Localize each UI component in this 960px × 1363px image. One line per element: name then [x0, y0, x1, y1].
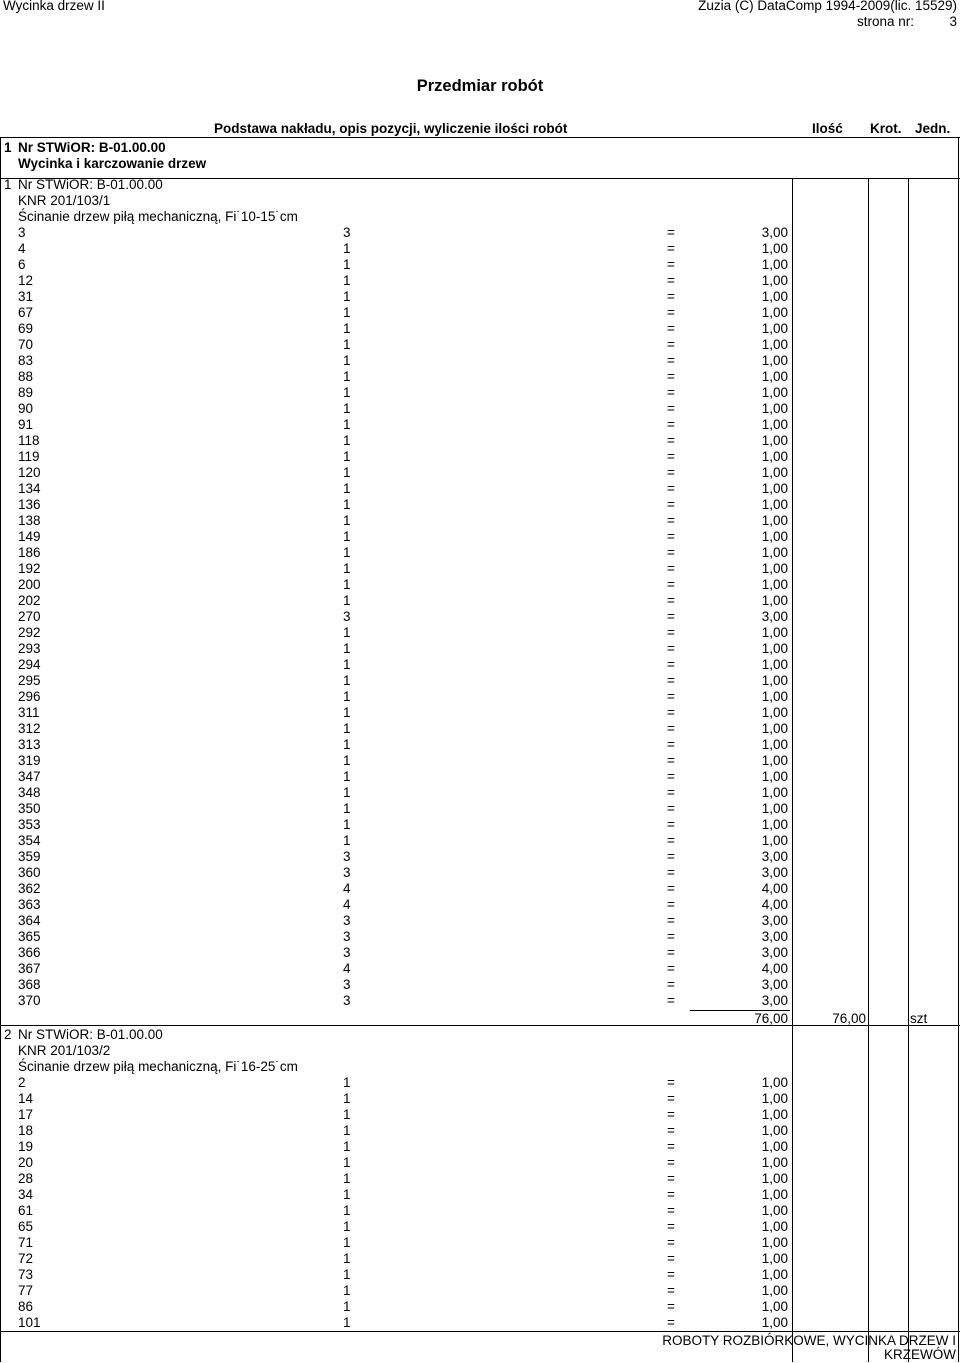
tree-count: 1 — [343, 257, 351, 272]
tree-number: 138 — [18, 513, 41, 528]
row-value: 1,00 — [761, 1171, 788, 1186]
equals-sign: = — [667, 1203, 675, 1218]
tree-count: 1 — [343, 305, 351, 320]
equals-sign: = — [667, 1155, 675, 1170]
row-value: 1,00 — [761, 689, 788, 704]
tree-count: 3 — [343, 945, 351, 960]
tree-number: 360 — [18, 865, 41, 880]
equals-sign: = — [667, 1075, 675, 1090]
tree-number: 101 — [18, 1315, 41, 1330]
tree-number: 192 — [18, 561, 41, 576]
tree-number: 118 — [18, 433, 40, 448]
row-value: 1,00 — [761, 1235, 788, 1250]
tree-count: 1 — [343, 705, 351, 720]
tree-number: 61 — [18, 1203, 34, 1218]
tree-count: 1 — [343, 545, 351, 560]
equals-sign: = — [667, 305, 675, 320]
tree-number: 363 — [18, 897, 41, 912]
tree-count: 1 — [343, 1235, 351, 1250]
equals-sign: = — [667, 449, 675, 464]
tree-number: 292 — [18, 625, 41, 640]
tree-number: 91 — [18, 417, 34, 432]
tree-count: 1 — [343, 1219, 351, 1234]
row-value: 1,00 — [761, 417, 788, 432]
equals-sign: = — [667, 1251, 675, 1266]
tree-number: 12 — [18, 273, 34, 288]
tree-count: 1 — [343, 337, 351, 352]
tree-number: 18 — [18, 1123, 34, 1138]
equals-sign: = — [667, 481, 675, 496]
tree-number: 2 — [18, 1075, 26, 1090]
footer-chapter-line-1: ROBOTY ROZBIÓRKOWE, WYCINKA DRZEW I — [662, 1333, 956, 1348]
tree-count: 1 — [343, 753, 351, 768]
tree-count: 1 — [343, 1171, 351, 1186]
row-value: 1,00 — [761, 433, 788, 448]
tree-number: 370 — [18, 993, 41, 1008]
tree-count: 1 — [343, 417, 351, 432]
tree-count: 1 — [343, 1123, 351, 1138]
equals-sign: = — [667, 961, 675, 976]
row-value: 1,00 — [761, 737, 788, 752]
equals-sign: = — [667, 769, 675, 784]
row-value: 1,00 — [761, 385, 788, 400]
tree-number: 31 — [18, 289, 34, 304]
column-header-description: Podstawa nakładu, opis pozycji, wyliczenie ilości robót — [214, 121, 568, 136]
equals-sign: = — [667, 641, 675, 656]
row-value: 4,00 — [761, 897, 788, 912]
row-value: 1,00 — [761, 465, 788, 480]
tree-number: 88 — [18, 369, 34, 384]
equals-sign: = — [667, 977, 675, 992]
row-value: 1,00 — [761, 705, 788, 720]
tree-count: 1 — [343, 1107, 351, 1122]
tree-count: 1 — [343, 593, 351, 608]
equals-sign: = — [667, 609, 675, 624]
tree-number: 17 — [18, 1107, 34, 1122]
tree-number: 134 — [18, 481, 41, 496]
row-value: 1,00 — [761, 513, 788, 528]
tree-count: 1 — [343, 721, 351, 736]
tree-count: 1 — [343, 401, 351, 416]
row-value: 1,00 — [761, 833, 788, 848]
equals-sign: = — [667, 689, 675, 704]
tree-count: 1 — [343, 353, 351, 368]
equals-sign: = — [667, 849, 675, 864]
tree-number: 202 — [18, 593, 41, 608]
equals-sign: = — [667, 417, 675, 432]
tree-number: 77 — [18, 1283, 34, 1298]
row-value: 1,00 — [761, 1155, 788, 1170]
tree-count: 3 — [343, 929, 351, 944]
equals-sign: = — [667, 1315, 675, 1330]
tree-count: 1 — [343, 513, 351, 528]
tree-count: 1 — [343, 1091, 351, 1106]
tree-number: 89 — [18, 385, 34, 400]
equals-sign: = — [667, 1283, 675, 1298]
tree-number: 348 — [18, 785, 41, 800]
row-value: 1,00 — [761, 321, 788, 336]
tree-number: 296 — [18, 689, 41, 704]
tree-number: 312 — [18, 721, 41, 736]
equals-sign: = — [667, 241, 675, 256]
tree-count: 1 — [343, 1251, 351, 1266]
tree-count: 1 — [343, 1075, 351, 1090]
app-name: Wycinka drzew II — [3, 0, 105, 13]
tree-number: 347 — [18, 769, 41, 784]
position-1-unit: szt — [910, 1011, 928, 1026]
tree-count: 4 — [343, 961, 351, 976]
tree-number: 365 — [18, 929, 41, 944]
position-1-knr: KNR 201/103/1 — [18, 193, 111, 208]
page-number-label: strona nr: — [857, 14, 915, 29]
tree-number: 4 — [18, 241, 26, 256]
equals-sign: = — [667, 833, 675, 848]
position-2-knr: KNR 201/103/2 — [18, 1043, 111, 1058]
row-value: 4,00 — [761, 961, 788, 976]
tree-number: 67 — [18, 305, 34, 320]
row-value: 1,00 — [761, 1267, 788, 1282]
tree-number: 6 — [18, 257, 26, 272]
equals-sign: = — [667, 593, 675, 608]
equals-sign: = — [667, 273, 675, 288]
position-2-code: Nr STWiOR: B-01.00.00 — [18, 1027, 163, 1042]
row-value: 1,00 — [761, 1315, 788, 1330]
tree-count: 1 — [343, 1155, 351, 1170]
tree-number: 136 — [18, 497, 41, 512]
tree-count: 1 — [343, 449, 351, 464]
tree-count: 1 — [343, 289, 351, 304]
tree-number: 367 — [18, 961, 41, 976]
equals-sign: = — [667, 865, 675, 880]
equals-sign: = — [667, 1187, 675, 1202]
row-value: 1,00 — [761, 753, 788, 768]
equals-sign: = — [667, 1171, 675, 1186]
equals-sign: = — [667, 337, 675, 352]
tree-number: 270 — [18, 609, 41, 624]
tree-count: 1 — [343, 1139, 351, 1154]
tree-number: 319 — [18, 753, 41, 768]
row-value: 1,00 — [761, 449, 788, 464]
row-value: 1,00 — [761, 657, 788, 672]
tree-number: 69 — [18, 321, 34, 336]
tree-number: 73 — [18, 1267, 34, 1282]
page-number: 3 — [949, 14, 957, 29]
equals-sign: = — [667, 257, 675, 272]
row-value: 1,00 — [761, 817, 788, 832]
equals-sign: = — [667, 1091, 675, 1106]
equals-sign: = — [667, 1139, 675, 1154]
tree-number: 71 — [18, 1235, 34, 1250]
tree-number: 295 — [18, 673, 41, 688]
tree-number: 359 — [18, 849, 41, 864]
column-header-unit: Jedn. — [915, 121, 951, 136]
tree-number: 120 — [18, 465, 41, 480]
tree-count: 1 — [343, 1267, 351, 1282]
row-value: 3,00 — [761, 945, 788, 960]
equals-sign: = — [667, 817, 675, 832]
row-value: 1,00 — [761, 305, 788, 320]
row-value: 1,00 — [761, 1219, 788, 1234]
equals-sign: = — [667, 561, 675, 576]
tree-count: 3 — [343, 609, 351, 624]
equals-sign: = — [667, 1107, 675, 1122]
row-value: 1,00 — [761, 1091, 788, 1106]
tree-number: 186 — [18, 545, 41, 560]
tree-count: 1 — [343, 321, 351, 336]
row-value: 1,00 — [761, 785, 788, 800]
tree-count: 1 — [343, 657, 351, 672]
row-value: 3,00 — [761, 913, 788, 928]
column-header-krot: Krot. — [870, 121, 902, 136]
tree-count: 1 — [343, 801, 351, 816]
tree-count: 1 — [343, 1187, 351, 1202]
tree-number: 20 — [18, 1155, 34, 1170]
row-value: 1,00 — [761, 673, 788, 688]
equals-sign: = — [667, 801, 675, 816]
equals-sign: = — [667, 225, 675, 240]
row-value: 1,00 — [761, 561, 788, 576]
tree-count: 1 — [343, 769, 351, 784]
tree-number: 34 — [18, 1187, 34, 1202]
row-value: 1,00 — [761, 1139, 788, 1154]
tree-count: 1 — [343, 497, 351, 512]
row-value: 1,00 — [761, 497, 788, 512]
row-value: 3,00 — [761, 977, 788, 992]
row-value: 1,00 — [761, 721, 788, 736]
equals-sign: = — [667, 289, 675, 304]
row-value: 1,00 — [761, 1187, 788, 1202]
tree-number: 354 — [18, 833, 41, 848]
section-code: Nr STWiOR: B-01.00.00 — [18, 140, 166, 155]
row-value: 1,00 — [761, 1107, 788, 1122]
equals-sign: = — [667, 577, 675, 592]
equals-sign: = — [667, 385, 675, 400]
tree-number: 313 — [18, 737, 41, 752]
tree-count: 1 — [343, 465, 351, 480]
tree-count: 1 — [343, 833, 351, 848]
tree-count: 1 — [343, 433, 351, 448]
tree-count: 1 — [343, 273, 351, 288]
equals-sign: = — [667, 721, 675, 736]
page-title: Przedmiar robót — [416, 77, 544, 95]
equals-sign: = — [667, 1299, 675, 1314]
equals-sign: = — [667, 737, 675, 752]
tree-number: 149 — [18, 529, 41, 544]
equals-sign: = — [667, 753, 675, 768]
row-value: 1,00 — [761, 529, 788, 544]
tree-count: 1 — [343, 561, 351, 576]
row-value: 1,00 — [761, 625, 788, 640]
tree-count: 1 — [343, 817, 351, 832]
tree-count: 1 — [343, 1283, 351, 1298]
equals-sign: = — [667, 913, 675, 928]
row-value: 1,00 — [761, 1251, 788, 1266]
equals-sign: = — [667, 657, 675, 672]
tree-number: 362 — [18, 881, 41, 896]
tree-number: 119 — [18, 449, 40, 464]
equals-sign: = — [667, 465, 675, 480]
equals-sign: = — [667, 705, 675, 720]
row-value: 1,00 — [761, 1299, 788, 1314]
row-value: 3,00 — [761, 993, 788, 1008]
tree-number: 200 — [18, 577, 41, 592]
tree-count: 1 — [343, 241, 351, 256]
equals-sign: = — [667, 625, 675, 640]
tree-count: 1 — [343, 1315, 351, 1330]
tree-number: 364 — [18, 913, 41, 928]
tree-count: 3 — [343, 865, 351, 880]
section-number: 1 — [4, 140, 12, 155]
row-value: 1,00 — [761, 1203, 788, 1218]
equals-sign: = — [667, 993, 675, 1008]
row-value: 1,00 — [761, 369, 788, 384]
tree-number: 350 — [18, 801, 41, 816]
section-name: Wycinka i karczowanie drzew — [18, 156, 207, 171]
equals-sign: = — [667, 897, 675, 912]
position-2-description: Ścinanie drzew piłą mechaniczną, Fi˙16-25˙cm — [18, 1059, 298, 1074]
tree-count: 1 — [343, 641, 351, 656]
tree-count: 1 — [343, 737, 351, 752]
equals-sign: = — [667, 945, 675, 960]
tree-count: 1 — [343, 785, 351, 800]
row-value: 4,00 — [761, 881, 788, 896]
equals-sign: = — [667, 545, 675, 560]
footer-chapter-line-2: KRZEWÓW — [884, 1347, 956, 1362]
equals-sign: = — [667, 513, 675, 528]
equals-sign: = — [667, 785, 675, 800]
equals-sign: = — [667, 321, 675, 336]
tree-number: 368 — [18, 977, 41, 992]
tree-count: 1 — [343, 625, 351, 640]
equals-sign: = — [667, 353, 675, 368]
position-1-code: Nr STWiOR: B-01.00.00 — [18, 177, 163, 192]
equals-sign: = — [667, 497, 675, 512]
equals-sign: = — [667, 433, 675, 448]
row-value: 1,00 — [761, 577, 788, 592]
tree-count: 1 — [343, 385, 351, 400]
equals-sign: = — [667, 1235, 675, 1250]
row-value: 1,00 — [761, 769, 788, 784]
tree-count: 4 — [343, 881, 351, 896]
tree-number: 70 — [18, 337, 34, 352]
tree-count: 3 — [343, 225, 351, 240]
tree-number: 83 — [18, 353, 34, 368]
equals-sign: = — [667, 401, 675, 416]
row-value: 1,00 — [761, 401, 788, 416]
position-1-description: Ścinanie drzew piłą mechaniczną, Fi˙10-15˙cm — [18, 209, 298, 224]
tree-number: 294 — [18, 657, 41, 672]
tree-count: 1 — [343, 369, 351, 384]
tree-count: 3 — [343, 913, 351, 928]
equals-sign: = — [667, 529, 675, 544]
equals-sign: = — [667, 881, 675, 896]
tree-number: 86 — [18, 1299, 34, 1314]
tree-number: 366 — [18, 945, 41, 960]
row-value: 1,00 — [761, 481, 788, 496]
tree-count: 1 — [343, 577, 351, 592]
row-value: 1,00 — [761, 241, 788, 256]
row-value: 1,00 — [761, 545, 788, 560]
row-value: 1,00 — [761, 801, 788, 816]
license-info: Zuzia (C) DataComp 1994-2009(lic. 15529) — [698, 0, 957, 13]
tree-number: 65 — [18, 1219, 34, 1234]
equals-sign: = — [667, 1267, 675, 1282]
row-value: 3,00 — [761, 929, 788, 944]
row-value: 3,00 — [761, 865, 788, 880]
tree-number: 72 — [18, 1251, 34, 1266]
tree-number: 311 — [18, 705, 40, 720]
row-value: 1,00 — [761, 593, 788, 608]
tree-count: 3 — [343, 993, 351, 1008]
tree-number: 14 — [18, 1091, 34, 1106]
row-value: 1,00 — [761, 289, 788, 304]
row-value: 1,00 — [761, 641, 788, 656]
tree-number: 28 — [18, 1171, 34, 1186]
row-value: 1,00 — [761, 337, 788, 352]
equals-sign: = — [667, 929, 675, 944]
row-value: 1,00 — [761, 1123, 788, 1138]
position-1-sum: 76,00 — [754, 1011, 788, 1026]
equals-sign: = — [667, 369, 675, 384]
tree-number: 19 — [18, 1139, 34, 1154]
row-value: 1,00 — [761, 1283, 788, 1298]
equals-sign: = — [667, 673, 675, 688]
tree-count: 1 — [343, 529, 351, 544]
tree-count: 1 — [343, 689, 351, 704]
position-1-number: 1 — [4, 177, 12, 192]
tree-number: 3 — [18, 225, 26, 240]
row-value: 1,00 — [761, 273, 788, 288]
equals-sign: = — [667, 1123, 675, 1138]
row-value: 1,00 — [761, 1075, 788, 1090]
row-value: 3,00 — [761, 609, 788, 624]
tree-number: 293 — [18, 641, 41, 656]
row-value: 1,00 — [761, 257, 788, 272]
row-value: 3,00 — [761, 225, 788, 240]
tree-count: 3 — [343, 977, 351, 992]
tree-count: 3 — [343, 849, 351, 864]
column-header-quantity: Ilość — [812, 121, 843, 136]
tree-count: 1 — [343, 1299, 351, 1314]
tree-count: 4 — [343, 897, 351, 912]
tree-number: 90 — [18, 401, 34, 416]
position-1-quantity: 76,00 — [832, 1011, 866, 1026]
row-value: 1,00 — [761, 353, 788, 368]
tree-count: 1 — [343, 481, 351, 496]
tree-count: 1 — [343, 673, 351, 688]
tree-count: 1 — [343, 1203, 351, 1218]
position-2-number: 2 — [4, 1027, 12, 1042]
equals-sign: = — [667, 1219, 675, 1234]
row-value: 3,00 — [761, 849, 788, 864]
tree-number: 353 — [18, 817, 41, 832]
